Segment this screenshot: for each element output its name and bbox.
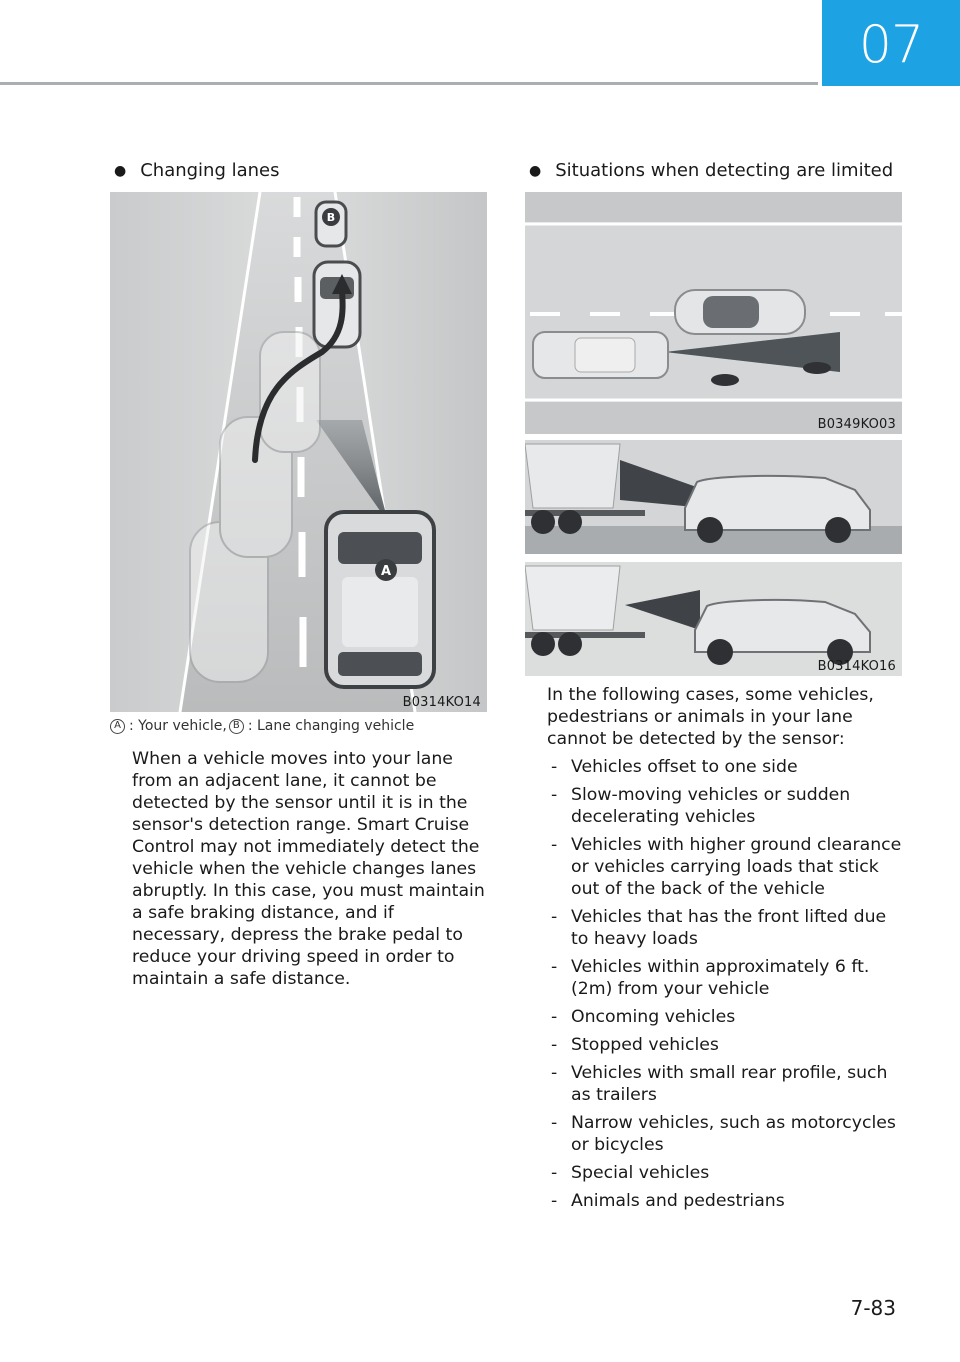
circled-b-label: B	[229, 719, 244, 734]
list-item: - Animals and pedestrians	[547, 1190, 903, 1212]
circled-a-label: A	[110, 719, 125, 734]
bullet-icon: ●	[114, 163, 127, 179]
list-item: - Vehicles with small rear profile, such as trailers	[547, 1062, 903, 1106]
panel-upper	[525, 440, 902, 554]
list-item: - Vehicles that has the front lifted due to heavy loads	[547, 906, 903, 950]
list-item: - Slow-moving vehicles or sudden decelerating vehicles	[547, 784, 903, 828]
caption-b-text: : Lane changing vehicle	[247, 718, 415, 734]
lane-change-illustration	[110, 192, 487, 712]
trailer-illustration	[525, 440, 902, 676]
svg-text:A: A	[380, 564, 392, 579]
figure-code: B0314KO14	[402, 695, 481, 710]
header-rule	[0, 82, 818, 85]
limited-detection-intro: In the following cases, some vehicles, pedestrians or animals in your lane cannot be detected by the sensor:	[547, 685, 874, 749]
figure-caption	[110, 716, 490, 736]
list-item: - Vehicles within approximately 6 ft. (2m) from your vehicle	[547, 956, 903, 1000]
list-item: - Vehicles offset to one side	[547, 756, 903, 778]
limited-detection-list	[547, 756, 903, 1212]
offset-vehicles-diagram	[525, 192, 902, 434]
bullet-heading-text: Changing lanes	[140, 160, 280, 181]
left-column	[110, 158, 490, 990]
bullet-heading-limited-detection	[529, 158, 905, 184]
bullet-heading-text: Situations when detecting are limited	[555, 160, 894, 181]
chapter-number: 07	[822, 0, 960, 86]
bullet-icon: ●	[529, 163, 542, 179]
list-item: - Special vehicles	[547, 1162, 903, 1184]
list-item: - Vehicles with higher ground clearance or vehicles carrying loads that stick out of the back of the vehicle	[547, 834, 903, 900]
list-item: - Oncoming vehicles	[547, 1006, 903, 1028]
figure-code: B0349KO03	[817, 417, 896, 432]
offset-sedan	[675, 290, 805, 334]
bullet-heading-changing-lanes	[114, 158, 490, 184]
offset-vehicles-illustration	[525, 192, 902, 434]
list-item: - Stopped vehicles	[547, 1034, 903, 1056]
own-suv	[533, 332, 668, 378]
trailer-diagram	[525, 440, 902, 676]
figure-code: B0314KO16	[817, 659, 896, 674]
caption-a-text: : Your vehicle,	[129, 718, 227, 734]
right-column	[525, 158, 905, 1218]
page-number: 7-83	[850, 1296, 896, 1320]
svg-text:B: B	[326, 211, 336, 224]
lane-change-paragraph: When a vehicle moves into your lane from an adjacent lane, it cannot be detected by the sensor until it is in the sensor's detection range. Smart Cruise Control may not immediately detect the vehicle when the vehicle changes lanes abruptly. In this case, you must maintain a safe braking distance, and if necessary, depress the brake pedal to reduce your driving speed in order to maintain a safe distance.	[132, 749, 485, 989]
vehicle-a	[326, 512, 434, 687]
lane-change-diagram	[110, 192, 487, 712]
list-item: - Narrow vehicles, such as motorcycles or bicycles	[547, 1112, 903, 1156]
